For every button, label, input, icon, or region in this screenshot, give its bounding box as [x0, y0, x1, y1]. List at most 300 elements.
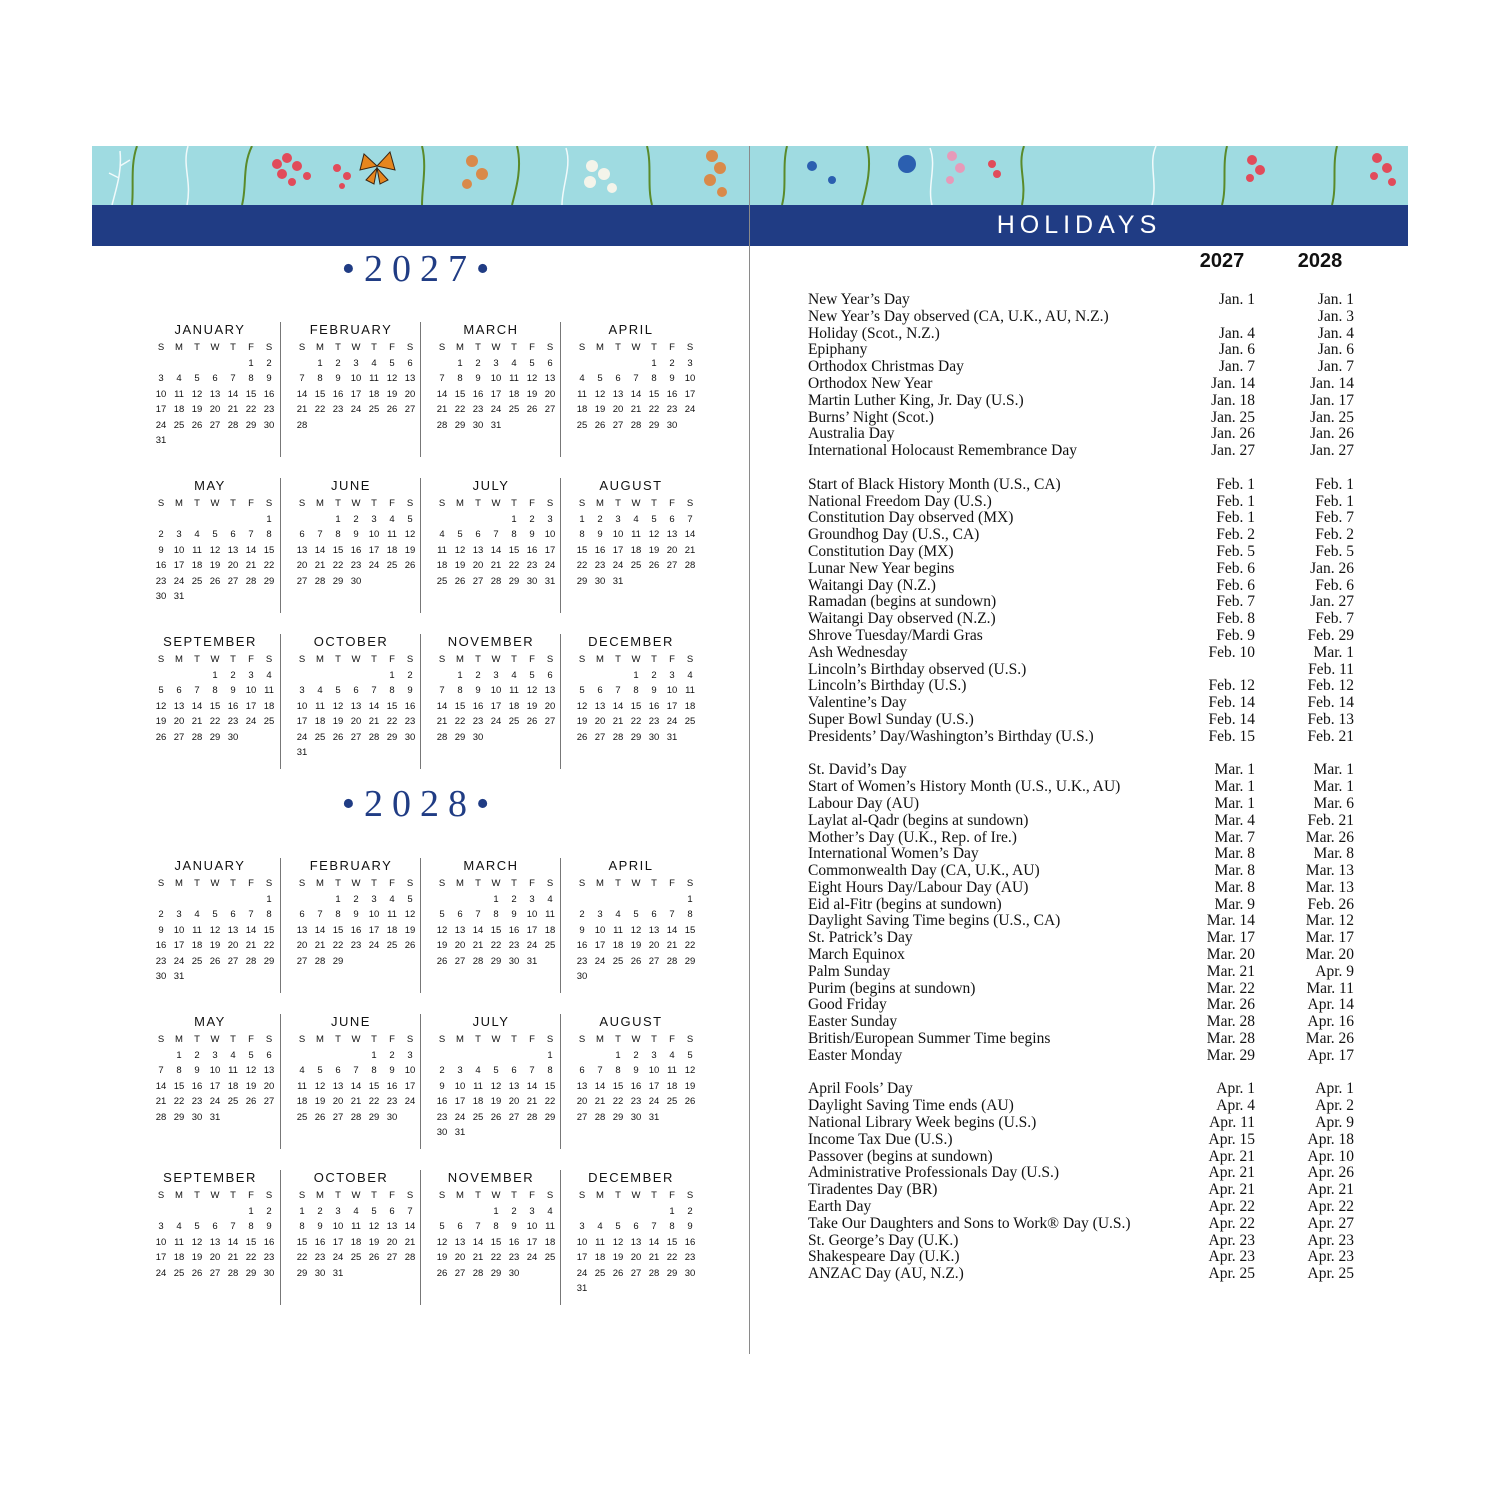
day-number: 17	[368, 544, 380, 556]
day-number: 5	[633, 909, 639, 920]
day-number: 7	[248, 529, 254, 540]
holiday-row	[808, 477, 1368, 494]
weekday-letter: F	[389, 1034, 395, 1045]
day-number: 4	[511, 669, 517, 681]
month-block	[560, 858, 701, 993]
day-number: 17	[368, 924, 380, 936]
weekday-letter: F	[529, 654, 535, 665]
holiday-name: International Women’s Day	[808, 845, 979, 863]
month-block	[420, 1170, 561, 1305]
holiday-row	[808, 1216, 1368, 1233]
day-number: 7	[158, 1065, 164, 1076]
day-number: 7	[493, 529, 499, 540]
weekday-letter: S	[265, 878, 273, 889]
day-number: 27	[173, 731, 185, 743]
holiday-row	[808, 578, 1368, 595]
day-number: 9	[633, 1065, 639, 1076]
holiday-row	[808, 813, 1368, 830]
day-number: 30	[472, 419, 484, 431]
weekday-letter: M	[456, 498, 464, 509]
weekday-letter: T	[371, 878, 377, 889]
day-number: 12	[209, 544, 221, 556]
day-number: 1	[511, 513, 517, 525]
weekday-letter: S	[157, 1034, 165, 1045]
day-number: 4	[299, 1065, 305, 1076]
page-spine	[749, 146, 750, 1354]
holiday-row	[808, 628, 1368, 645]
day-number: 30	[648, 731, 660, 743]
weekday-letter: W	[631, 342, 641, 353]
day-number: 11	[685, 685, 695, 696]
day-number: 2	[475, 669, 481, 681]
day-number: 13	[544, 685, 556, 696]
day-number: 14	[490, 544, 502, 556]
holiday-name: Administrative Professionals Day (U.S.)	[808, 1164, 1059, 1182]
holiday-name: St. Patrick’s Day	[808, 929, 913, 947]
day-number: 20	[666, 544, 678, 556]
day-number: 14	[350, 1080, 362, 1092]
day-number: 7	[597, 1065, 603, 1076]
day-number: 5	[457, 529, 463, 540]
holiday-date-2027: Mar. 28	[1206, 1013, 1255, 1031]
day-number: 21	[666, 940, 678, 951]
day-number: 28	[350, 1111, 362, 1123]
day-number: 24	[526, 1252, 538, 1263]
day-number: 4	[266, 669, 272, 681]
holiday-name: British/European Summer Time begins	[808, 1030, 1051, 1048]
day-number: 31	[648, 1111, 660, 1123]
day-number: 9	[158, 924, 164, 936]
day-number: 18	[386, 924, 398, 936]
holiday-date-2028: Apr. 17	[1307, 1046, 1354, 1064]
holiday-date-2027: Apr. 22	[1208, 1214, 1255, 1232]
holiday-row	[808, 376, 1368, 393]
day-number: 23	[472, 404, 484, 415]
day-number: 10	[209, 1065, 221, 1076]
day-number: 19	[612, 1252, 624, 1263]
day-number: 20	[209, 404, 221, 415]
day-number: 23	[332, 404, 344, 415]
day-number: 30	[684, 1267, 696, 1279]
day-number: 27	[227, 575, 239, 587]
holiday-date-2027: Jan. 4	[1218, 324, 1255, 342]
holiday-name: St. David’s Day	[808, 761, 907, 779]
day-number: 18	[350, 1236, 362, 1248]
day-number: 2	[439, 1065, 445, 1076]
day-number: 5	[529, 669, 535, 681]
day-number: 27	[454, 1267, 466, 1279]
holiday-date-2027: Apr. 22	[1208, 1198, 1255, 1216]
day-number: 13	[648, 924, 660, 936]
day-number: 14	[630, 388, 642, 400]
day-number: 18	[666, 1080, 678, 1092]
day-number: 23	[526, 560, 538, 571]
day-number: 2	[669, 357, 675, 369]
day-number: 15	[490, 1236, 502, 1248]
day-number: 3	[353, 357, 359, 369]
day-number: 17	[245, 700, 257, 712]
day-number: 19	[155, 716, 167, 727]
day-number: 13	[209, 388, 221, 400]
holiday-date-2027: Feb. 2	[1216, 526, 1255, 544]
day-number: 26	[436, 955, 448, 967]
weekday-letter: M	[456, 1190, 464, 1201]
holiday-name: Passover (begins at sundown)	[808, 1147, 993, 1165]
month-name: AUGUST	[599, 478, 663, 493]
day-number: 6	[579, 1065, 585, 1076]
holiday-name: Australia Day	[808, 425, 895, 443]
day-number: 22	[490, 1252, 502, 1263]
holiday-name: Holiday (Scot., N.Z.)	[808, 324, 940, 342]
day-number: 1	[335, 513, 341, 525]
day-number: 31	[666, 731, 678, 743]
day-number: 26	[648, 560, 660, 571]
day-number: 7	[687, 513, 693, 525]
day-number: 10	[490, 685, 502, 696]
day-number: 10	[684, 373, 696, 384]
day-number: 2	[317, 1205, 323, 1217]
month-block	[280, 858, 421, 993]
day-number: 1	[651, 357, 657, 369]
weekday-letter: S	[578, 1034, 586, 1045]
holiday-row	[808, 1182, 1368, 1199]
holiday-date-2027: Feb. 1	[1216, 475, 1255, 493]
day-number: 6	[266, 1049, 272, 1061]
month-name: JUNE	[331, 478, 371, 493]
day-number: 7	[633, 373, 639, 384]
holiday-date-2027: Feb. 10	[1208, 643, 1255, 661]
day-number: 26	[436, 1267, 448, 1279]
day-number: 22	[245, 404, 257, 415]
holiday-name: Constitution Day (MX)	[808, 542, 954, 560]
holiday-date-2028: Mar. 11	[1306, 979, 1354, 997]
day-number: 12	[436, 1236, 448, 1248]
day-number: 25	[173, 419, 185, 431]
holiday-row	[808, 913, 1368, 930]
day-number: 24	[368, 560, 380, 571]
day-number: 17	[350, 388, 362, 400]
day-number: 15	[173, 1080, 185, 1092]
holiday-date-2027: Apr. 23	[1208, 1248, 1255, 1266]
weekday-letter: S	[157, 1190, 165, 1201]
day-number: 31	[544, 575, 556, 587]
day-number: 4	[371, 357, 377, 369]
day-number: 22	[332, 940, 344, 951]
day-number: 5	[407, 893, 413, 905]
day-number: 10	[404, 1065, 416, 1076]
holiday-date-2028: Apr. 9	[1315, 1114, 1354, 1132]
day-number: 30	[314, 1267, 326, 1279]
day-number: 6	[353, 685, 359, 696]
weekday-letter: T	[335, 654, 341, 665]
day-number: 28	[472, 955, 484, 967]
day-number: 1	[266, 513, 272, 525]
weekday-letter: F	[669, 498, 675, 509]
day-number: 6	[389, 1205, 395, 1217]
holiday-name: Easter Monday	[808, 1046, 903, 1064]
day-number: 14	[245, 924, 257, 936]
day-number: 15	[630, 700, 642, 712]
day-number: 19	[594, 404, 606, 415]
day-number: 20	[454, 1252, 466, 1263]
day-number: 8	[266, 909, 272, 920]
weekday-letter: S	[406, 654, 414, 665]
holiday-row	[808, 1149, 1368, 1166]
holiday-date-2027: Mar. 4	[1214, 811, 1255, 829]
holiday-row	[808, 393, 1368, 410]
day-number: 21	[612, 716, 624, 727]
day-number: 3	[158, 1221, 164, 1232]
day-number: 21	[227, 404, 239, 415]
day-number: 17	[684, 388, 696, 400]
holiday-date-2027: Mar. 1	[1214, 794, 1255, 812]
day-number: 17	[173, 940, 185, 951]
day-number: 11	[631, 529, 641, 540]
weekday-letter: T	[475, 342, 481, 353]
holiday-date-2027: Mar. 29	[1206, 1046, 1255, 1064]
day-number: 10	[245, 685, 257, 696]
day-number: 11	[369, 373, 379, 384]
day-number: 26	[404, 940, 416, 951]
day-number: 22	[296, 1252, 308, 1263]
day-number: 19	[630, 940, 642, 951]
day-number: 5	[248, 1049, 254, 1061]
day-number: 29	[508, 575, 520, 587]
weekday-letter: F	[529, 342, 535, 353]
day-number: 22	[666, 1252, 678, 1263]
day-number: 8	[266, 529, 272, 540]
holiday-name: Lincoln’s Birthday observed (U.S.)	[808, 660, 1027, 678]
day-number: 12	[209, 924, 221, 936]
holiday-date-2028: Apr. 27	[1307, 1214, 1354, 1232]
day-number: 24	[526, 940, 538, 951]
month-block	[280, 1170, 421, 1305]
weekday-letter: M	[316, 654, 324, 665]
weekday-letter: M	[596, 1034, 604, 1045]
holiday-date-2027: Mar. 1	[1214, 761, 1255, 779]
day-number: 1	[615, 1049, 621, 1061]
day-number: 6	[615, 373, 621, 384]
holiday-date-2028: Feb. 2	[1315, 526, 1354, 544]
weekday-letter: T	[230, 654, 236, 665]
day-number: 9	[266, 373, 272, 384]
day-number: 24	[576, 1267, 588, 1279]
day-number: 6	[511, 1065, 517, 1076]
holiday-name: Shrove Tuesday/Mardi Gras	[808, 626, 983, 644]
day-number: 11	[509, 685, 519, 696]
day-number: 25	[386, 560, 398, 571]
day-number: 3	[529, 1205, 535, 1217]
day-number: 7	[230, 1221, 236, 1232]
day-number: 14	[314, 544, 326, 556]
day-number: 2	[158, 529, 164, 540]
day-number: 20	[404, 388, 416, 400]
weekday-letter: T	[651, 342, 657, 353]
day-number: 1	[457, 669, 463, 681]
day-number: 4	[687, 669, 693, 681]
day-number: 17	[404, 1080, 416, 1092]
day-number: 28	[227, 419, 239, 431]
day-number: 15	[576, 544, 588, 556]
weekday-letter: M	[456, 878, 464, 889]
day-number: 8	[511, 529, 517, 540]
day-number: 20	[630, 1252, 642, 1263]
day-number: 29	[263, 575, 275, 587]
day-number: 14	[436, 388, 448, 400]
weekday-letter: T	[511, 878, 517, 889]
day-number: 6	[299, 529, 305, 540]
day-number: 26	[490, 1111, 502, 1123]
day-number: 18	[544, 924, 556, 936]
holiday-name: Waitangi Day (N.Z.)	[808, 576, 936, 594]
day-number: 8	[299, 1221, 305, 1232]
day-number: 25	[594, 1267, 606, 1279]
month-block	[280, 1014, 421, 1149]
day-number: 2	[529, 513, 535, 525]
day-number: 14	[472, 1236, 484, 1248]
day-number: 19	[576, 716, 588, 727]
holiday-date-2028: Jan. 26	[1310, 425, 1354, 443]
day-number: 11	[174, 388, 184, 400]
holiday-date-2027: Feb. 14	[1208, 694, 1255, 712]
day-number: 3	[493, 357, 499, 369]
day-number: 31	[173, 591, 185, 602]
holiday-date-2027: Mar. 8	[1214, 862, 1255, 880]
day-number: 10	[576, 1236, 588, 1248]
holiday-year-header-2028: 2028	[1297, 250, 1343, 272]
holiday-date-2028: Apr. 21	[1307, 1181, 1354, 1199]
day-number: 24	[368, 940, 380, 951]
weekday-letter: T	[371, 1034, 377, 1045]
day-number: 4	[389, 893, 395, 905]
day-number: 11	[351, 1221, 361, 1232]
year-title: •2028•	[341, 783, 499, 825]
day-number: 14	[155, 1080, 167, 1092]
day-number: 26	[209, 575, 221, 587]
month-block	[560, 322, 701, 457]
day-number: 28	[526, 1111, 538, 1123]
day-number: 22	[454, 716, 466, 727]
holiday-date-2027: Jan. 6	[1218, 341, 1255, 359]
weekday-letter: M	[596, 654, 604, 665]
weekday-letter: S	[578, 654, 586, 665]
day-number: 28	[648, 1267, 660, 1279]
holidays-title: HOLIDAYS	[996, 211, 1162, 239]
day-number: 16	[526, 544, 538, 556]
weekday-letter: T	[651, 878, 657, 889]
day-number: 29	[490, 955, 502, 967]
holiday-date-2027: Mar. 28	[1206, 1030, 1255, 1048]
holiday-date-2027: Mar. 21	[1206, 962, 1255, 980]
day-number: 27	[296, 575, 308, 587]
day-number: 20	[594, 716, 606, 727]
day-number: 6	[475, 529, 481, 540]
day-number: 2	[158, 909, 164, 920]
day-number: 7	[475, 909, 481, 920]
month-name: NOVEMBER	[447, 1170, 535, 1185]
day-number: 18	[472, 1096, 484, 1107]
day-number: 24	[648, 1096, 660, 1107]
month-name: JULY	[472, 478, 510, 493]
day-number: 9	[335, 373, 341, 384]
holiday-row	[808, 292, 1368, 309]
day-number: 23	[350, 940, 362, 951]
day-number: 5	[389, 357, 395, 369]
day-number: 10	[368, 909, 380, 920]
holiday-date-2028: Feb. 5	[1315, 542, 1354, 560]
month-block	[280, 634, 421, 769]
day-number: 13	[227, 924, 239, 936]
month-name: MARCH	[463, 858, 519, 873]
day-number: 2	[597, 513, 603, 525]
day-number: 18	[263, 700, 275, 712]
day-number: 25	[544, 1252, 556, 1263]
day-number: 31	[490, 419, 502, 431]
day-number: 26	[526, 716, 538, 727]
weekday-letter: S	[157, 654, 165, 665]
day-number: 24	[490, 404, 502, 415]
holiday-name: Orthodox New Year	[808, 374, 933, 392]
weekday-letter: M	[175, 654, 183, 665]
holiday-date-2027: Feb. 12	[1208, 677, 1255, 695]
day-number: 31	[332, 1267, 344, 1279]
day-number: 2	[230, 669, 236, 681]
holiday-row	[808, 1165, 1368, 1182]
day-number: 12	[526, 685, 538, 696]
day-number: 3	[176, 529, 182, 540]
holiday-date-2027: Apr. 21	[1208, 1164, 1255, 1182]
weekday-letter: M	[456, 654, 464, 665]
day-number: 17	[155, 1252, 167, 1263]
day-number: 13	[296, 544, 308, 556]
weekday-letter: T	[230, 1190, 236, 1201]
day-number: 13	[173, 700, 185, 712]
day-number: 19	[490, 1096, 502, 1107]
weekday-letter: T	[194, 1190, 200, 1201]
day-number: 18	[296, 1096, 308, 1107]
day-number: 23	[155, 575, 167, 587]
day-number: 25	[508, 716, 520, 727]
day-number: 1	[493, 893, 499, 905]
day-number: 8	[371, 1065, 377, 1076]
day-number: 13	[666, 529, 678, 540]
day-number: 11	[387, 909, 397, 920]
day-number: 29	[209, 731, 221, 743]
day-number: 13	[508, 1080, 520, 1092]
day-number: 15	[648, 388, 660, 400]
holiday-name: Orthodox Christmas Day	[808, 358, 964, 376]
weekday-letter: M	[316, 1190, 324, 1201]
weekday-letter: T	[335, 1034, 341, 1045]
holiday-name: April Fools’ Day	[808, 1080, 913, 1098]
holiday-date-2028: Feb. 7	[1315, 509, 1354, 527]
day-number: 15	[544, 1080, 556, 1092]
day-number: 28	[436, 731, 448, 743]
weekday-letter: S	[686, 1190, 694, 1201]
weekday-letter: S	[438, 498, 446, 509]
day-number: 10	[350, 373, 362, 384]
day-number: 6	[407, 357, 413, 369]
day-number: 11	[509, 373, 519, 384]
holiday-date-2027: Feb. 1	[1216, 492, 1255, 510]
day-number: 19	[526, 700, 538, 712]
day-number: 20	[386, 1236, 398, 1248]
day-number: 16	[594, 544, 606, 556]
holiday-row	[808, 510, 1368, 527]
day-number: 22	[508, 560, 520, 571]
day-number: 30	[526, 575, 538, 587]
day-number: 28	[490, 575, 502, 587]
